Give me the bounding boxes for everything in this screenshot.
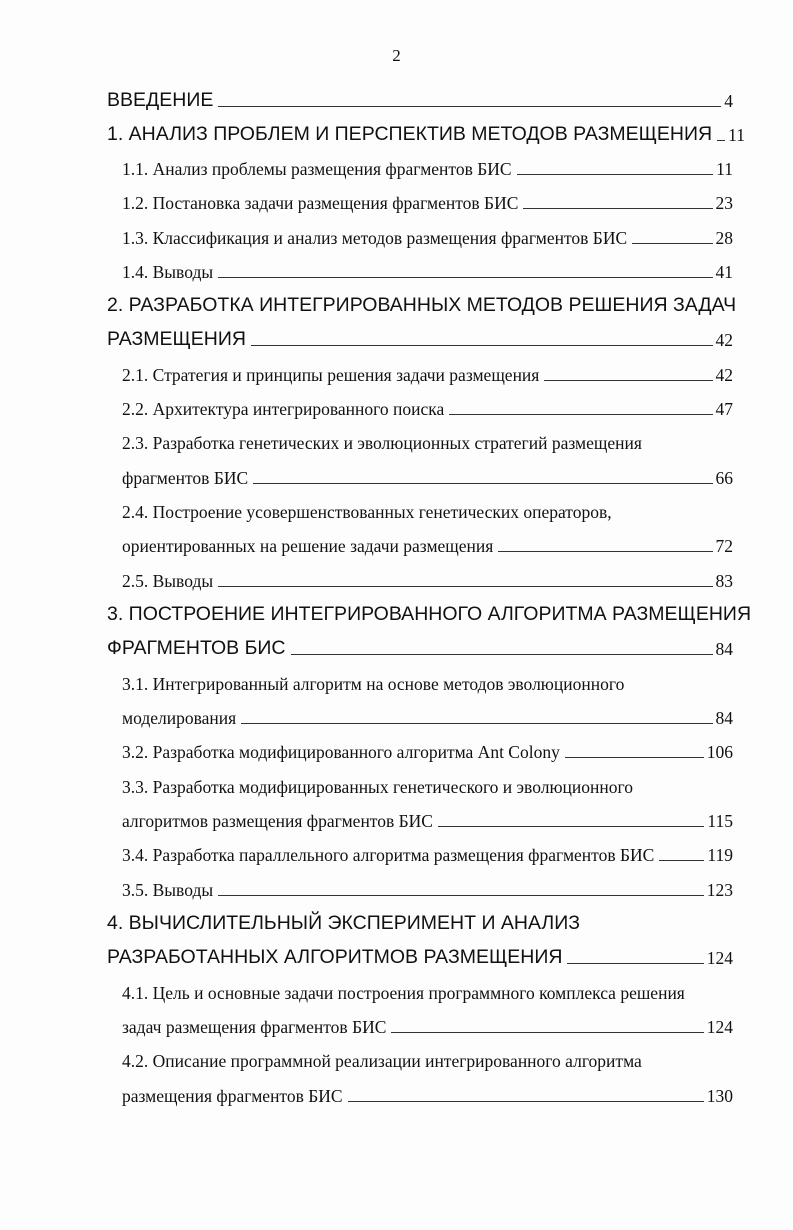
toc-entry-title: фрагментов БИС <box>122 468 249 488</box>
toc-entry-1-3[interactable] <box>122 219 733 249</box>
toc-entry-2-3-line-2[interactable] <box>122 459 733 489</box>
toc-entry-title: 3.5. Выводы <box>122 880 214 900</box>
toc-entry-page: 123 <box>706 880 733 900</box>
toc-entry-page: 47 <box>715 399 733 419</box>
toc-entry-3-5[interactable] <box>122 871 733 901</box>
toc-entry-title: задач размещения фрагментов БИС <box>122 1017 387 1037</box>
toc-entry-1-2[interactable] <box>122 184 733 214</box>
toc-entry-chapter-3-line-2[interactable] <box>107 630 733 660</box>
toc-entry-chapter-3-line-1[interactable] <box>107 596 752 626</box>
toc-entry-title: 4.1. Цель и основные задачи построения программного комплекса решения <box>122 983 685 1003</box>
toc-entry-title: размещения фрагментов БИС <box>122 1086 343 1106</box>
toc-entry-2-4-line-1[interactable] <box>122 493 733 523</box>
leader-line <box>659 860 704 861</box>
leader-line <box>717 140 725 141</box>
leader-line <box>218 895 704 896</box>
toc-entry-title: 1.1. Анализ проблемы размещения фрагментов БИС <box>122 159 512 179</box>
toc-entry-2-1[interactable] <box>122 356 733 386</box>
toc-entry-page: 42 <box>715 330 733 350</box>
toc-entry-title: 4. ВЫЧИСЛИТЕЛЬНЫЙ ЭКСПЕРИМЕНТ И АНАЛИЗ <box>107 912 580 934</box>
toc-entry-title: 1. АНАЛИЗ ПРОБЛЕМ И ПЕРСПЕКТИВ МЕТОДОВ РАЗМЕЩЕНИЯ <box>107 123 713 145</box>
toc-entry-4-2-line-2[interactable] <box>122 1077 733 1107</box>
toc-entry-title: 2.4. Построение усовершенствованных генетических операторов, <box>122 502 612 522</box>
leader-line <box>438 826 704 827</box>
toc-entry-3-2[interactable] <box>122 733 733 763</box>
toc-entry-introduction[interactable] <box>107 82 733 112</box>
leader-line <box>567 963 703 964</box>
toc-entry-title: 1.2. Постановка задачи размещения фрагментов БИС <box>122 193 519 213</box>
toc-entry-title: 3.1. Интегрированный алгоритм на основе методов эволюционного <box>122 674 625 694</box>
toc-entry-page: 72 <box>715 536 733 556</box>
leader-line <box>544 380 712 381</box>
toc-entry-title: алгоритмов размещения фрагментов БИС <box>122 811 433 831</box>
leader-line <box>218 586 712 587</box>
toc-entry-title: моделирования <box>122 708 237 728</box>
toc-entry-title: РАЗМЕЩЕНИЯ <box>107 328 246 350</box>
toc-entry-1-4[interactable] <box>122 253 733 283</box>
toc-entry-title: 3.4. Разработка параллельного алгоритма размещения фрагментов БИС <box>122 845 655 865</box>
toc-entry-page: 84 <box>715 639 733 659</box>
toc-entry-2-4-line-2[interactable] <box>122 527 733 557</box>
leader-line <box>632 243 712 244</box>
toc-entry-4-1-line-2[interactable] <box>122 1008 733 1038</box>
toc-entry-title: ВВЕДЕНИЕ <box>107 89 214 111</box>
leader-line <box>291 654 713 655</box>
toc-entry-page: 124 <box>706 1017 733 1037</box>
leader-line <box>449 414 712 415</box>
toc-entry-1-1[interactable] <box>122 150 733 180</box>
toc-entry-4-2-line-1[interactable] <box>122 1042 733 1072</box>
leader-line <box>241 723 712 724</box>
toc-entry-page: 41 <box>715 262 733 282</box>
toc-entry-page: 23 <box>715 193 733 213</box>
toc-entry-chapter-1[interactable] <box>107 116 745 146</box>
toc-entry-page: 28 <box>715 228 733 248</box>
toc-entry-3-1-line-2[interactable] <box>122 699 733 729</box>
leader-line <box>498 551 712 552</box>
toc-entry-title: РАЗРАБОТАННЫХ АЛГОРИТМОВ РАЗМЕЩЕНИЯ <box>107 946 563 968</box>
toc-entry-page: 124 <box>706 948 733 968</box>
leader-line <box>253 483 712 484</box>
toc-entry-chapter-2-line-2[interactable] <box>107 321 733 351</box>
leader-line <box>523 208 712 209</box>
toc-entry-title: ориентированных на решение задачи размещения <box>122 536 494 556</box>
toc-entry-3-3-line-2[interactable] <box>122 802 733 832</box>
toc-entry-4-1-line-1[interactable] <box>122 974 733 1004</box>
toc-entry-chapter-2-line-1[interactable] <box>107 287 737 317</box>
leader-line <box>391 1032 703 1033</box>
toc-entry-page: 66 <box>715 468 733 488</box>
leader-line <box>218 106 721 107</box>
toc-entry-chapter-4-line-1[interactable] <box>107 905 733 935</box>
toc-entry-title: 2.2. Архитектура интегрированного поиска <box>122 399 445 419</box>
toc-entry-title: 2.3. Разработка генетических и эволюционных стратегий размещения <box>122 433 642 453</box>
toc-entry-title: 1.4. Выводы <box>122 262 214 282</box>
leader-line <box>565 757 704 758</box>
toc-entry-3-1-line-1[interactable] <box>122 665 733 695</box>
toc-entry-2-5[interactable] <box>122 562 733 592</box>
leader-line <box>348 1101 704 1102</box>
toc-entry-title: 3. ПОСТРОЕНИЕ ИНТЕГРИРОВАННОГО АЛГОРИТМА РАЗМЕЩЕНИЯ <box>107 603 752 625</box>
toc-entry-page: 119 <box>707 845 733 865</box>
toc-entry-page: 11 <box>716 159 733 179</box>
toc-entry-page: 42 <box>715 365 733 385</box>
page-number: 2 <box>392 46 401 65</box>
toc-entry-title: 2. РАЗРАБОТКА ИНТЕГРИРОВАННЫХ МЕТОДОВ РЕШЕНИЯ ЗАДАЧ <box>107 294 737 316</box>
toc-entry-title: ФРАГМЕНТОВ БИС <box>107 637 286 659</box>
toc-entry-3-4[interactable] <box>122 836 733 866</box>
toc-entry-title: 3.2. Разработка модифицированного алгоритма Ant Colony <box>122 742 560 762</box>
toc-entry-title: 2.1. Стратегия и принципы решения задачи размещения <box>122 365 540 385</box>
toc-entry-page: 115 <box>707 811 733 831</box>
toc-entry-page: 83 <box>715 571 733 591</box>
toc-entry-page: 84 <box>715 708 733 728</box>
toc-entry-page: 11 <box>728 125 745 145</box>
toc-entry-chapter-4-line-2[interactable] <box>107 939 733 969</box>
toc-entry-2-3-line-1[interactable] <box>122 424 733 454</box>
leader-line <box>218 277 712 278</box>
toc-entry-title: 3.3. Разработка модифицированных генетического и эволюционного <box>122 777 633 797</box>
toc-entry-title: 4.2. Описание программной реализации интегрированного алгоритма <box>122 1051 642 1071</box>
toc-entry-page: 106 <box>706 742 733 762</box>
toc-entry-page: 4 <box>724 91 733 111</box>
toc-entry-3-3-line-1[interactable] <box>122 768 733 798</box>
toc-entry-title: 1.3. Классификация и анализ методов размещения фрагментов БИС <box>122 228 628 248</box>
toc-entry-title: 2.5. Выводы <box>122 571 214 591</box>
leader-line <box>251 345 713 346</box>
toc-entry-2-2[interactable] <box>122 390 733 420</box>
leader-line <box>517 174 714 175</box>
toc-entry-page: 130 <box>706 1086 733 1106</box>
